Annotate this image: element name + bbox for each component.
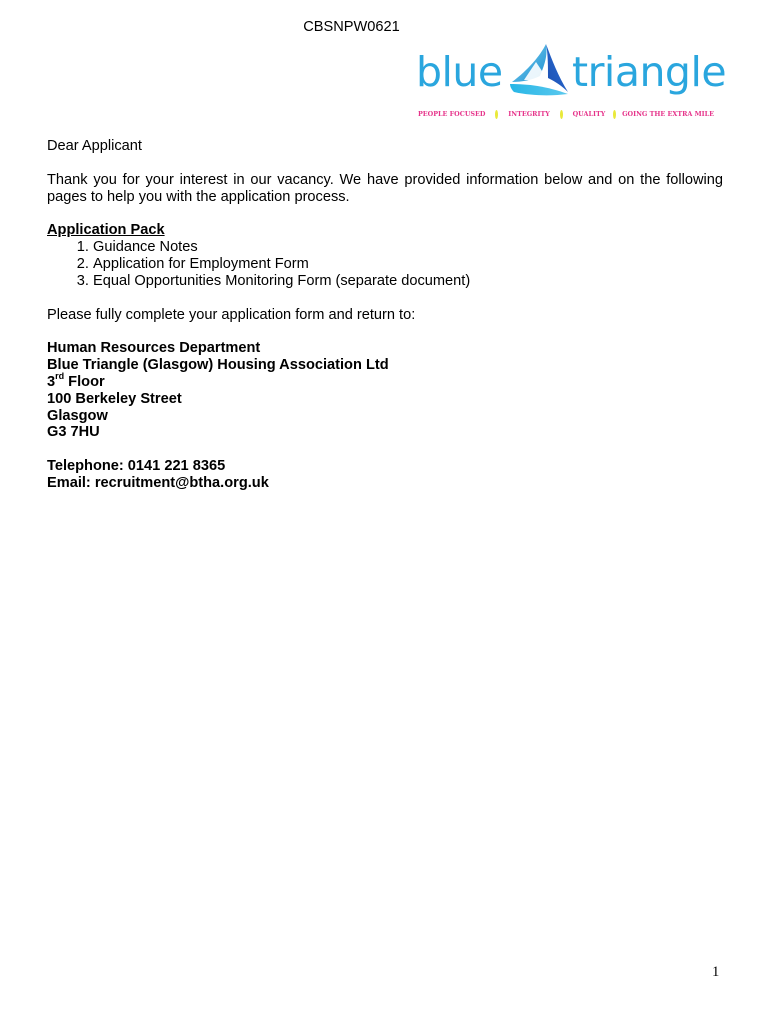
tagline-value: INTEGRITY (508, 110, 550, 118)
address-city: Glasgow (47, 407, 108, 424)
greeting: Dear Applicant (47, 138, 142, 154)
address-postcode: G3 7HU (47, 424, 100, 441)
tagline-dot-icon (495, 110, 498, 119)
address-department: Human Resources Department (47, 340, 261, 357)
application-pack-list (47, 239, 723, 289)
tagline-value: PEOPLE FOCUSED (418, 110, 486, 118)
contact-details (47, 458, 723, 492)
triangle-logo-icon (502, 42, 574, 106)
logo-word-triangle: triangle (572, 48, 727, 96)
tagline-dot-icon (560, 110, 563, 119)
intro-paragraph: Thank you for your interest in our vacancy. We have provided information below and on the following pages to help you with the application process. (47, 171, 723, 205)
letter-body (47, 138, 723, 492)
floor-word: Floor (64, 373, 105, 390)
return-instruction: Please fully complete your application form and return to: (47, 306, 416, 323)
page-number: 1 (712, 964, 720, 980)
blue-triangle-logo (416, 42, 727, 122)
email-line: Email: recruitment@btha.org.uk (47, 474, 269, 491)
floor-number: 3 (47, 373, 56, 390)
logo-word-blue: blue (416, 48, 503, 96)
list-item: 2. Application for Employment Form (93, 256, 723, 273)
address-floor (47, 371, 723, 391)
logo-tagline (418, 106, 714, 123)
tagline-value: QUALITY (572, 110, 606, 118)
telephone-line: Telephone: 0141 221 8365 (47, 458, 226, 475)
list-item: 1. Guidance Notes (93, 239, 723, 256)
list-item: 3. Equal Opportunities Monitoring Form (separate document) (93, 273, 723, 290)
document-reference: CBSNPW0621 (303, 19, 400, 35)
floor-suffix: rd (55, 371, 65, 382)
tagline-value: GOING THE EXTRA MILE (622, 110, 715, 118)
return-address (47, 340, 723, 441)
application-pack-heading: Application Pack (47, 222, 165, 239)
address-street: 100 Berkeley Street (47, 390, 182, 407)
tagline-dot-icon (613, 110, 616, 119)
address-organisation: Blue Triangle (Glasgow) Housing Association Ltd (47, 357, 389, 374)
